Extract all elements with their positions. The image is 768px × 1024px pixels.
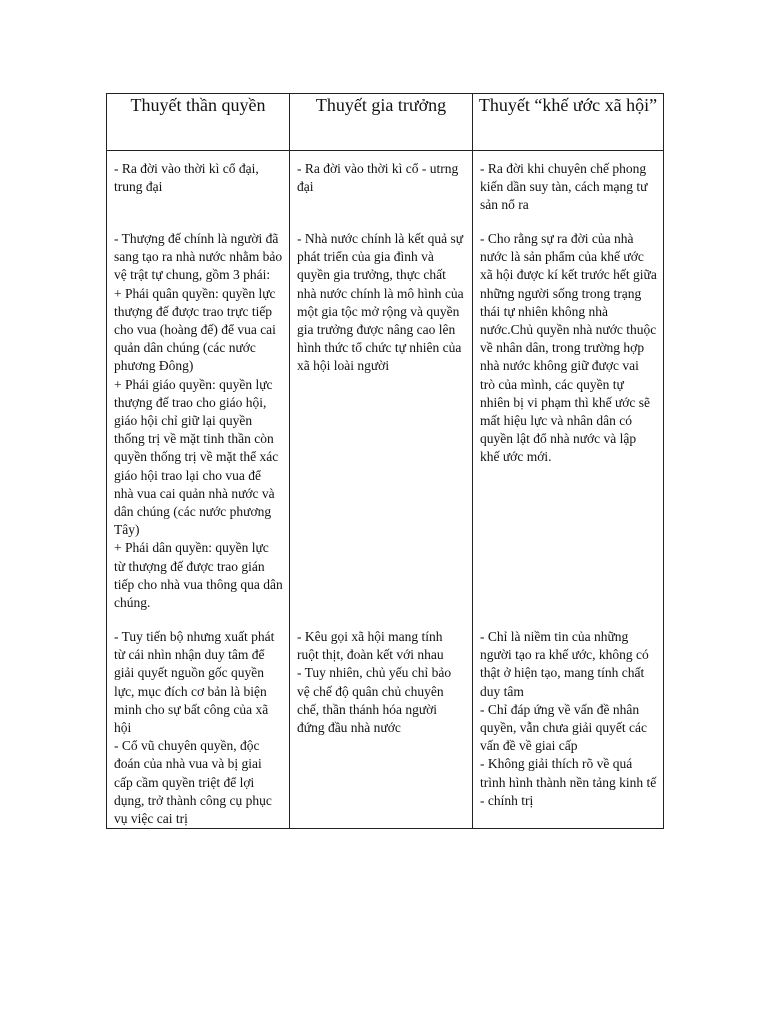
table-cell xyxy=(473,151,664,218)
table-row-content xyxy=(107,217,664,621)
table-cell xyxy=(290,621,473,829)
cell-text: - Kêu gọi xã hội mang tính ruột thịt, đoàn kết với nhau - Tuy nhiên, chủ yếu chỉ bảo vệ chế độ quân chủ chuyên chế, thần thánh hóa người đứng đầu nhà nước xyxy=(297,629,452,736)
cell-text: - Ra đời vào thời kì cổ đại, trung đại xyxy=(114,161,259,195)
table-row-evaluation xyxy=(107,621,664,829)
header-row xyxy=(107,94,664,151)
table-cell xyxy=(473,621,664,829)
header-social-contract-theory: Thuyết “khế ước xã hội” xyxy=(473,94,664,151)
cell-text: - Ra đời khi chuyên chế phong kiến dần suy tàn, cách mạng tư sản nổ ra xyxy=(480,161,648,213)
table-row-origin xyxy=(107,151,664,218)
table-cell xyxy=(473,217,664,621)
table-cell xyxy=(107,217,290,621)
cell-text: - Chỉ là niềm tin của những người tạo ra khế ước, không có thật ở hiện tạo, mang tính chất duy tâm - Chỉ đáp ứng về vấn đề nhân quyền, vẫn chưa giải quyết các vấn đề về giai cấp - Không giải thích rõ về quá trình hình thành nền tảng kinh tế - chính trị xyxy=(480,629,657,808)
cell-text: - Tuy tiến bộ nhưng xuất phát từ cái nhìn nhận duy tâm để giải quyết nguồn gốc quyền lực, mục đích cơ bản là biện minh cho sự bất công của xã hội - Cổ vũ chuyên quyền, độc đoán của nhà vua và bị giai cấp cầm quyền triệt để lợi dụng, trở thành công cụ phục vụ việc cai trị xyxy=(114,629,275,827)
cell-text: - Ra đời vào thời kì cổ - utrng đại xyxy=(297,161,459,195)
table-cell xyxy=(290,151,473,218)
cell-text: - Nhà nước chính là kết quả sự phát triển của gia đình và quyền gia trưởng, thực chất nhà nước chính là mô hình của một gia tộc mở rộng và quyền gia trưởng được nâng cao lên hình thức tổ chức tự nhiên của xã hội loài người xyxy=(297,231,464,374)
header-patriarchal-theory: Thuyết gia trưởng xyxy=(290,94,473,151)
comparison-table xyxy=(106,93,664,829)
cell-text: - Thượng đế chính là người đã sang tạo ra nhà nước nhằm bảo vệ trật tự chung, gồm 3 phái: + Phái quân quyền: quyền lực thượng đế được trao trực tiếp cho vua (hoàng đế) để vua cai quản dân chúng (các nước phương Đông) + Phái giáo quyền: quyền lực thượng đế trao cho giáo hội, giáo hội chỉ giữ lại quyền thống trị về mặt tinh thần còn quyền thống trị về mặt thể xác giáo hội trao lại cho vua để nhà vua cai quản nhà nước và dân chúng (các nước phương Tây) + Phái dân quyền: quyền lực từ thượng đế được trao gián tiếp cho nhà vua thông qua dân chúng. xyxy=(114,231,283,611)
table-cell xyxy=(290,217,473,621)
table-cell xyxy=(107,151,290,218)
header-theocratic-theory: Thuyết thần quyền xyxy=(107,94,290,151)
table-cell xyxy=(107,621,290,829)
cell-text: - Cho rằng sự ra đời của nhà nước là sản phẩm của khế ước xã hội được kí kết trước hết giữa những người sống trong trạng thái tự nhiên không nhà nước.Chủ quyền nhà nước thuộc về nhân dân, trong trường hợp nhà nước không giữ được vai trò của mình, các quyền tự nhiên bị vi phạm thì khế ước sẽ mất hiệu lực và nhân dân có quyền lật đổ nhà nước và lập khế ước mới. xyxy=(480,231,657,465)
